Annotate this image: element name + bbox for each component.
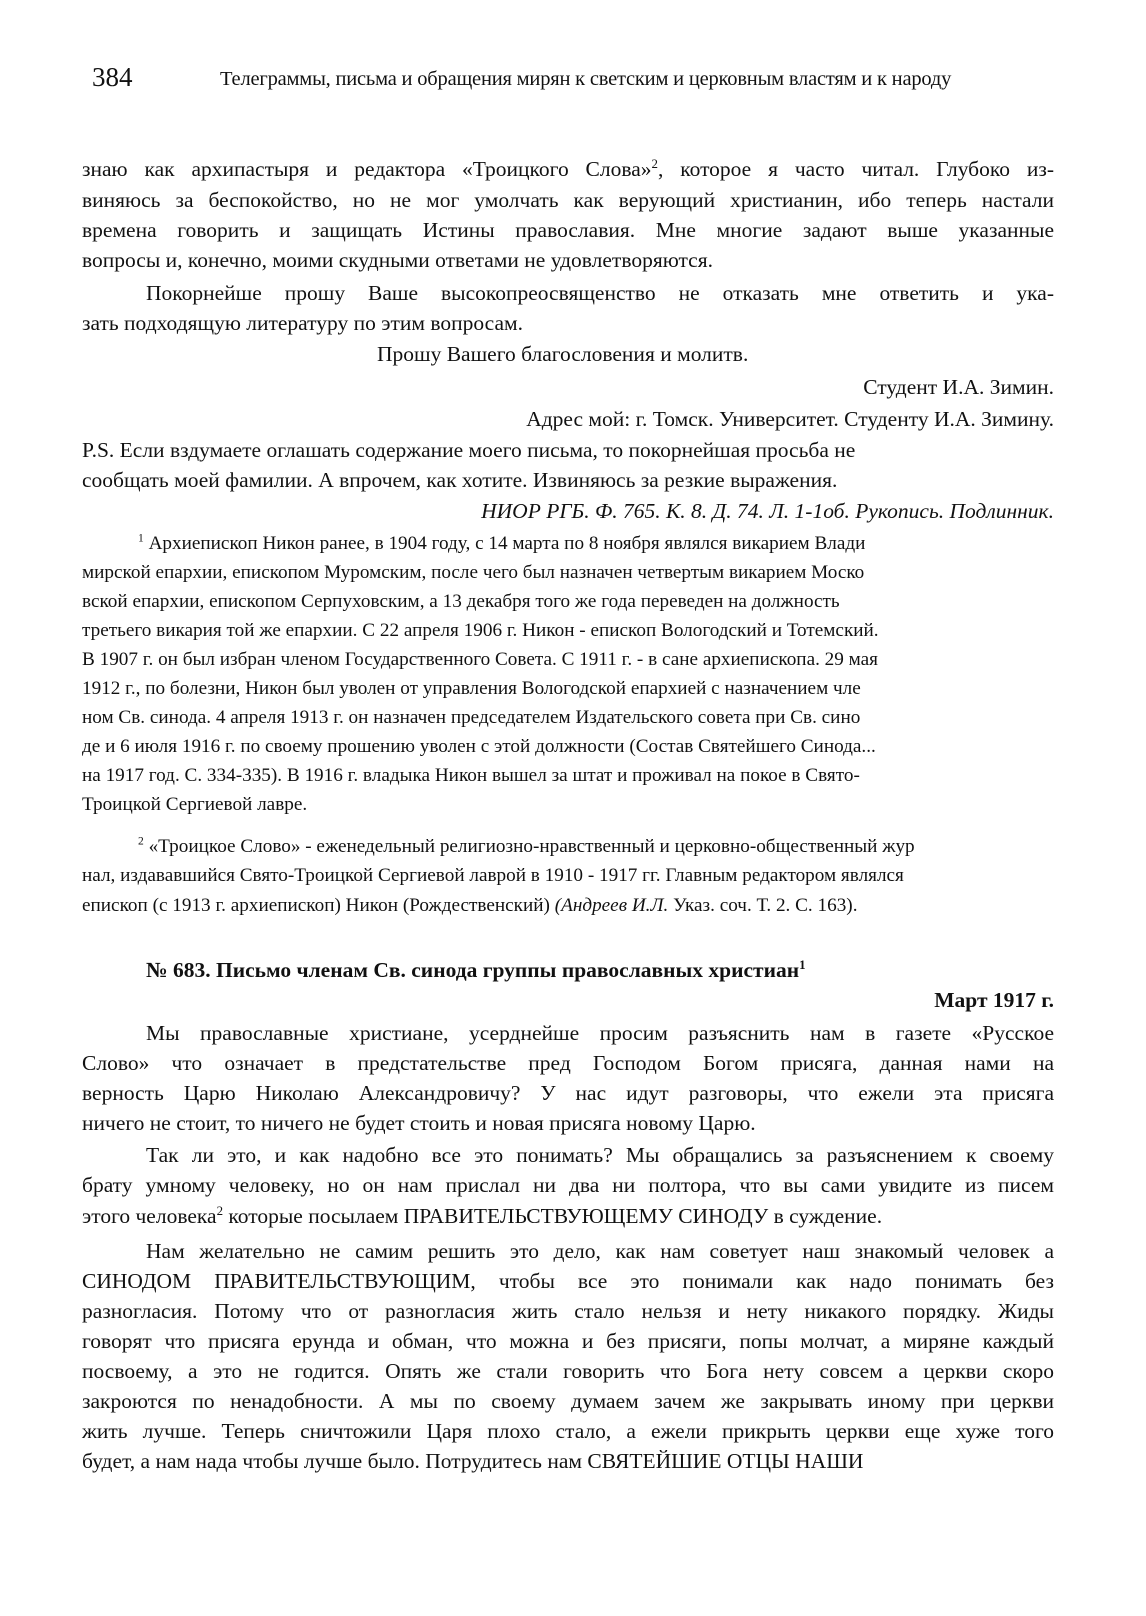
address: Адрес мой: г. Томск. Университет. Студенту И.А. Зимину. <box>526 407 1054 431</box>
page-header <box>92 62 1052 102</box>
footnote-line: третьего викария той же епархии. С 22 апреля 1906 г. Никон - епископ Вологодский и Тотемский. <box>82 620 879 641</box>
footnote-line: Троицкой Сергиевой лавре. <box>82 794 308 815</box>
footnote-line: мирской епархии, епископом Муромским, после чего был назначен четвертым викарием Моско <box>82 562 865 583</box>
text-line: говорят что присяга ерунда и обман, что можна и без присяги, попы молчат, а миряне каждый <box>82 1329 1054 1353</box>
text-span: которые посылаем ПРАВИТЕЛЬСТВУЮЩЕМУ СИНОДУ в суждение. <box>223 1204 883 1228</box>
text-line: разногласия. Потому что от разногласия жить стало нельзя и нету никакого порядку. Жиды <box>82 1299 1054 1323</box>
text-line: СИНОДОМ ПРАВИТЕЛЬСТВУЮЩИМ, чтобы все это понимали как надо понимать без <box>82 1269 1054 1293</box>
running-title: Телеграммы, письма и обращения мирян к светским и церковным властям и к народу <box>220 68 952 90</box>
text-line: Нам желательно не самим решить это дело, как нам советует наш знакомый человек а <box>146 1239 1054 1263</box>
text-line: ничего не стоит, то ничего не будет стоить и новая присяга новому Царю. <box>82 1111 756 1135</box>
text-span: , которое я часто читал. Глубоко из- <box>658 157 1054 181</box>
footnote-marker: 2 <box>138 835 144 848</box>
title-text: № 683. Письмо членам Св. синода группы православных христиан <box>146 958 800 982</box>
text-span: Указ. соч. Т. 2. С. 163). <box>668 895 858 916</box>
footnote-line: 1912 г., по болезни, Никон был уволен от управления Вологодской епархией с назначением чле <box>82 678 861 699</box>
footnote-line: на 1917 год. С. 334-335). В 1916 г. владыка Никон вышел за штат и проживал на покое в Свято- <box>82 765 860 786</box>
text-line: Покорнейше прошу Ваше высокопреосвященство не отказать мне ответить и ука- <box>146 281 1054 305</box>
footnote-line: ном Св. синода. 4 апреля 1913 г. он назначен председателем Издательского совета при Св. сино <box>82 707 861 728</box>
footnote-ref[interactable]: 2 <box>651 156 658 171</box>
text-line: Слово» что означает в предстательстве пред Господом Богом присяга, данная нами на <box>82 1051 1054 1075</box>
text-line: верность Царю Николаю Александровичу? У нас идут разговоры, что ежели эта присяга <box>82 1081 1054 1105</box>
page-number: 384 <box>92 62 133 92</box>
text-line: Мы православные христиане, усерднейше просим разъяснить нам в газете «Русское <box>146 1021 1054 1045</box>
text-span: «Троицкое Слово» - еженедельный религиозно-нравственный и церковно-общественный жур <box>148 836 915 857</box>
text-span: Архиепископ Никон ранее, в 1904 году, с 14 марта по 8 ноября являлся викарием Влади <box>148 533 866 554</box>
text-line: вопросы и, конечно, моими скудными ответами не удовлетворяются. <box>82 248 713 272</box>
text-line: жить лучше. Теперь сничтожили Царя плохо стало, а ежели прикрыть церкви еще хуже того <box>82 1419 1054 1443</box>
ps-line: сообщать моей фамилии. А впрочем, как хотите. Извиняюсь за резкие выражения. <box>82 468 838 492</box>
citation-author: (Андреев И.Л. <box>554 895 669 916</box>
footnote-line: де и 6 июля 1916 г. по своему прошению уволен с этой должности (Состав Святейшего Синода... <box>82 736 876 757</box>
archival-source: НИОР РГБ. Ф. 765. К. 8. Д. 74. Л. 1-1об. Рукопись. Подлинник. <box>481 499 1054 523</box>
footnote-marker: 1 <box>138 532 144 545</box>
text-line: зать подходящую литературу по этим вопросам. <box>82 311 523 335</box>
footnote-ref[interactable]: 2 <box>216 1203 224 1218</box>
text-line: брату умному человеку, но он нам прислал ни два ни полтора, что вы сами увидите из писем <box>82 1173 1054 1197</box>
footnote-line: вской епархии, епископом Серпуховским, а 13 декабря того же года переведен на должность <box>82 591 840 612</box>
text-line: закроются по ненадобности. А мы по своему думаем зачем же закрывать иному при церкви <box>82 1389 1054 1413</box>
text-line <box>82 155 1054 183</box>
text-line: времена говорить и защищать Истины православия. Мне многие задают выше указанные <box>82 218 1054 242</box>
signature: Студент И.А. Зимин. <box>863 375 1054 399</box>
footnote-line <box>82 833 1054 861</box>
ps-line: P.S. Если вздумаете оглашать содержание моего письма, то покорнейшая просьба не <box>82 438 856 462</box>
text-line: посвоему, а это не годится. Опять же стали говорить что Бога нету совсем а церкви скоро <box>82 1359 1054 1383</box>
document-title <box>146 956 806 984</box>
text-span: знаю как архипастыря и редактора «Троицкого Слова» <box>82 157 652 181</box>
text-line: будет, а нам нада чтобы лучше было. Потрудитесь нам СВЯТЕЙШИЕ ОТЦЫ НАШИ <box>82 1449 864 1473</box>
footnote-line <box>82 892 1054 920</box>
text-span: епископ (с 1913 г. архиепископ) Никон (Рождественский) <box>82 895 555 916</box>
footnote-line <box>82 530 1054 558</box>
footnote-ref[interactable]: 1 <box>799 957 806 972</box>
blessing-line: Прошу Вашего благословения и молитв. <box>377 342 749 366</box>
text-line: Так ли это, и как надобно все это понимать? Мы обращались за разъяснением к своему <box>146 1143 1054 1167</box>
footnote-line: нал, издававшийся Свято-Троицкой Сергиевой лаврой в 1910 - 1917 гг. Главным редактором являлся <box>82 865 904 886</box>
text-line <box>82 1202 1054 1230</box>
text-line: виняюсь за беспокойство, но не мог умолчать как верующий христианин, ибо теперь настали <box>82 188 1054 212</box>
text-span: этого человека <box>82 1204 217 1228</box>
footnote-line: В 1907 г. он был избран членом Государственного Совета. С 1911 г. - в сане архиепископа. 29 мая <box>82 649 879 670</box>
document-date: Март 1917 г. <box>934 988 1054 1012</box>
